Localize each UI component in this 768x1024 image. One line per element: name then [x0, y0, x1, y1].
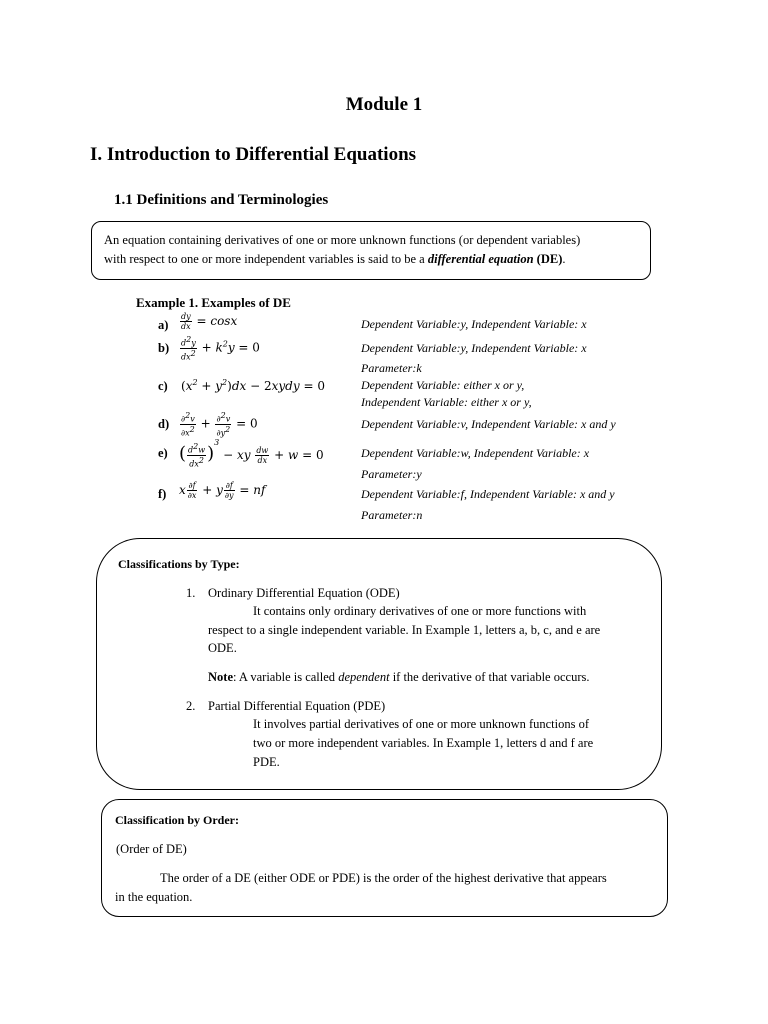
equation-f: x $\frac{\partial f}{\partial x}$ + y $\frac{\partial f}{\partial y}$ = nf	[179, 481, 266, 500]
type-item1-line2: respect to a single independent variable. In Example 1, letters a, b, c, and e are	[208, 623, 601, 637]
example-desc-b: Dependent Variable:y, Independent Variable: x	[361, 341, 587, 355]
type-item1-line3: ODE.	[208, 641, 237, 655]
equation-e: ( $\frac{d^2w}{dx^2}$ )$^3$ − xy $\frac{dw}{dx}$ + w = 0	[179, 438, 324, 469]
definition-line1: An equation containing derivatives of one or more unknown functions (or dependent variables)	[104, 233, 581, 247]
module-title: Module 1	[345, 94, 423, 115]
equation-b: $\frac{d^2y}{dx^2}$ + $k^2y = 0$	[181, 335, 260, 362]
classification-order-title: Classification by Order:	[115, 813, 239, 827]
definition-abbrev: (DE)	[533, 252, 563, 266]
classification-type-title: Classifications by Type:	[118, 557, 240, 571]
example-label-b: b)	[158, 341, 170, 355]
type-item1-title: Ordinary Differential Equation (ODE)	[208, 586, 400, 600]
example-label-f: f)	[158, 487, 167, 501]
example-desc-c: Dependent Variable: either x or y,	[361, 378, 525, 392]
type-item1-number: 1.	[186, 586, 196, 600]
definition-term: differential equation	[427, 252, 534, 266]
definition-line2: with respect to one or more independent variables is said to be a	[104, 252, 428, 266]
type-note: Note: A variable is called dependent if the derivative of that variable occurs.	[208, 670, 590, 684]
note-label: Note	[208, 670, 233, 684]
equation-a: $\frac{dy}{dx}$ = cosx	[181, 312, 238, 331]
example-param-e: Parameter:y	[361, 467, 422, 481]
subsection-title: 1.1 Definitions and Terminologies	[114, 192, 329, 208]
example-desc-d: Dependent Variable:v, Independent Variable: x and y	[361, 417, 616, 431]
classification-order-text-line1: The order of a DE (either ODE or PDE) is the order of the highest derivative that appears	[160, 871, 607, 885]
example-desc-f: Dependent Variable:f, Independent Variable: x and y	[361, 487, 615, 501]
example-desc-e: Dependent Variable:w, Independent Variable: x	[361, 446, 590, 460]
type-item2-number: 2.	[186, 699, 196, 713]
classification-order-text-line2: in the equation.	[115, 890, 193, 904]
equation-d: $\frac{\partial^2v}{\partial x^2}$ + $\frac{\partial^2v}{\partial y^2}$ = 0	[181, 411, 258, 438]
type-item2-line1: It involves partial derivatives of one or more unknown functions of	[253, 717, 590, 731]
equation-c: $(x^2 + y^2)dx$ − 2xydy = 0	[181, 378, 325, 393]
type-item1-line1: It contains only ordinary derivatives of one or more functions with	[253, 604, 587, 618]
example-desc-a: Dependent Variable:y, Independent Variable: x	[361, 317, 587, 331]
classification-order-subtitle: (Order of DE)	[116, 842, 187, 856]
note-term: dependent	[338, 670, 390, 684]
example-label-d: d)	[158, 417, 170, 431]
definition-text: An equation containing derivatives of one or more unknown functions (or dependent variables) with respect to one or more independent variables is said to be a differential equation (DE).	[104, 233, 581, 266]
section-title: I. Introduction to Differential Equations	[90, 144, 417, 165]
type-item2-title: Partial Differential Equation (PDE)	[208, 699, 386, 713]
type-item2-line2: two or more independent variables. In Example 1, letters d and f are	[253, 736, 594, 750]
example-label-c: c)	[158, 379, 168, 393]
example-label-e: e)	[158, 446, 168, 460]
type-item2-line3: PDE.	[253, 755, 280, 769]
example-param-f: Parameter:n	[361, 508, 423, 522]
example-param-b: Parameter:k	[361, 361, 422, 375]
example-desc-c2: Independent Variable: either x or y,	[361, 395, 532, 409]
example-label-a: a)	[158, 318, 169, 332]
example-title: Example 1. Examples of DE	[136, 295, 291, 310]
